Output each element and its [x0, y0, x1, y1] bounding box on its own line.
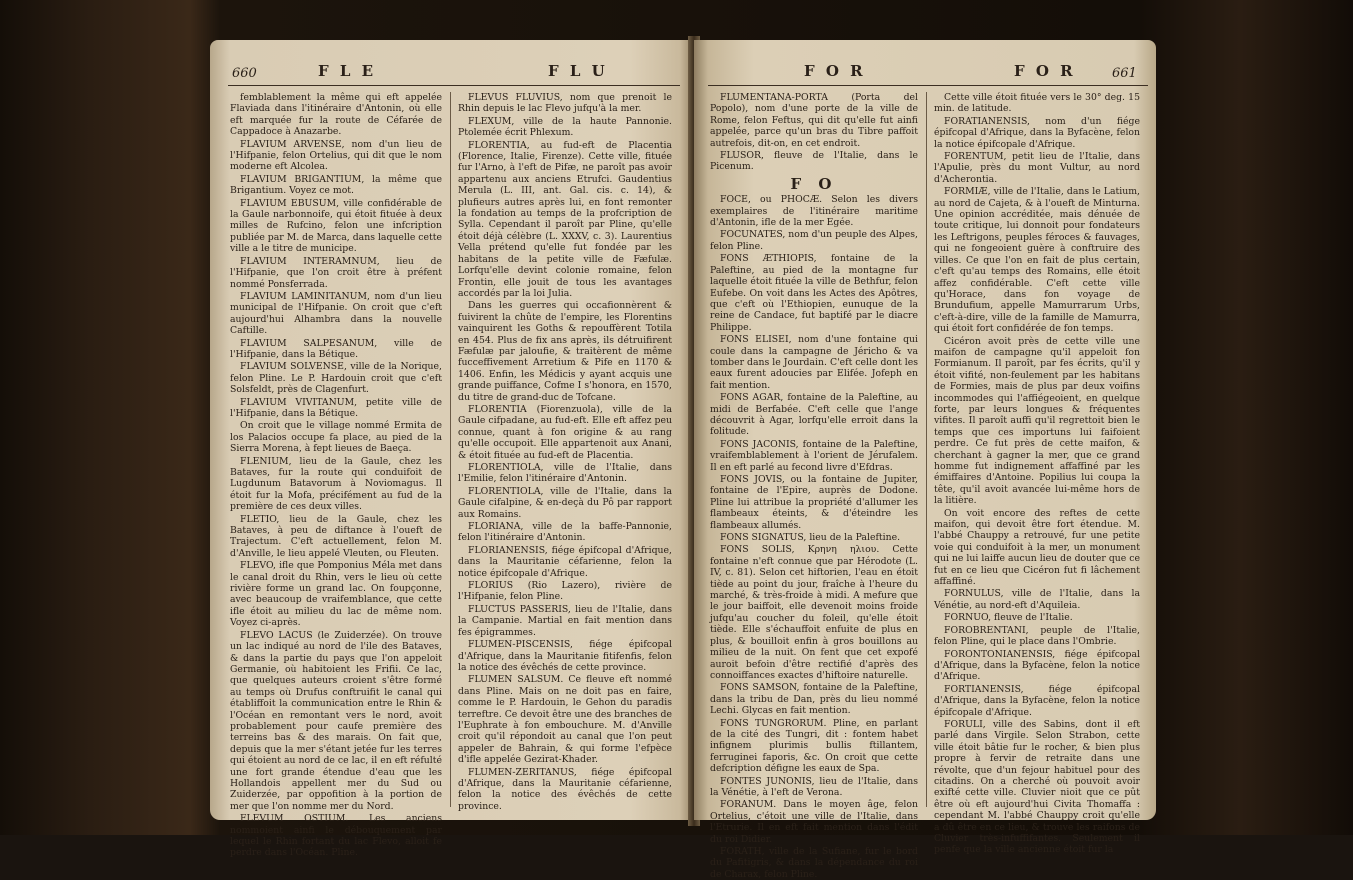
running-head: F O R [1014, 62, 1076, 80]
text-column-1 [230, 92, 442, 859]
left-page [210, 40, 692, 859]
entry-paragraph: FORULI, ville des Sabins, dont il eft parlé dans Virgile. Selon Strabon, cette ville étoit bâtie fur le rocher, & bien plus propre à fervir de retraite dans une révolte, que d'un fejour habituel pour des citadins. On a cherché où pouvoit avoir exifté cette ville. Cluvier nioit que ce pût être où eft aujourd'hui Civita Thomaffa : cependant M. l'abbé Chauppy croit qu'elle a dû être en ce lieu, & trouve les raifons de Cluvier très-infuffifantes. Seulement il penfe que la ville ancienne étoit fur la [934, 718, 1140, 856]
entry-paragraph: FONS ÆTHIOPIS, fontaine de la Paleftine, au pied de la montagne fur laquelle étoit fituée la ville de Bethfur, felon Eufebe. On voit dans les Actes des Apôtres, que c'eft où l'Ethiopien, eunuque de la reine de Candace, fut baptifé par le diacre Philippe. [710, 253, 918, 333]
entry-paragraph: FORANUM. Dans le moyen âge, felon Ortelius, c'étoit une ville de l'Italie, dans l'Etrurie. Il en eft fait mention dans l'édit du roi Didier. [710, 799, 918, 845]
entry-paragraph: FLEVO LACUS (le Zuiderzée). On trouve un lac indiqué au nord de l'ile des Bataves, & dans la partie du pays que l'on appeloit Germanie, où habitoient les Frifii. Ce lac, que quelques auteurs croient s'être formé au temps où Drufus conftruifit le canal qui établiffoit la communication entre le Rhin & l'Océan en remontant vers le nord, avoit probablement pour caufe première des terreins bas & des marais. On fait que, depuis que la mer s'étant jetée fur les terres qui étoient au nord de ce lac, il en eft réfulté une fort grande étendue d'eau que les Hollandois appellent mer du Sud ou Zuiderzée, par oppofition à la portion de mer que l'on nomme mer du Nord. [230, 629, 442, 812]
page-number-left: 660 [232, 66, 257, 81]
running-head: F L E [318, 62, 377, 80]
entry-paragraph: FLAVIUM BRIGANTIUM, la même que Brigantium. Voyez ce mot. [230, 173, 442, 197]
entry-paragraph: FOROBRENTANI, peuple de l'Italie, felon Pline, qui le place dans l'Ombrie. [934, 624, 1140, 648]
text-column-2 [458, 92, 672, 812]
entry-paragraph: FONS TUNGRORUM. Pline, en parlant de la cité des Tungri, dit : fontem habet infignem plurimis bullis ftillantem, ferruginei faporis, &c. On croit que cette defcription défigne les eaux de Spa. [710, 717, 918, 775]
entry-paragraph: FLORIANA, ville de la baffe-Pannonie, felon l'itinéraire d'Antonin. [458, 521, 672, 544]
right-page [694, 40, 1156, 880]
entry-paragraph: FLEXUM, ville de la haute Pannonie. Ptolemée écrit Phlexum. [458, 115, 672, 139]
entry-paragraph: FLAVIUM INTERAMNUM, lieu de l'Hifpanie, que l'on croit être à préfent nommé Ponsferrada. [230, 255, 442, 290]
entry-paragraph: FONS SAMSON, fontaine de la Paleftine, dans la tribu de Dan, près du lieu nommé Lechi. Glycas en fait mention. [710, 682, 918, 717]
entry-paragraph: FLORENTIA, au fud-eft de Placentia (Florence, Italie, Firenze). Cette ville, fituée fur l'Arno, à l'eft de Pifæ, ne paroît pas avoir appartenu aux anciens Etrufci. Gaudentius Merula (L. III, ant. Gal. cis. c. 14), & plufieurs autres après lui, en font remonter la fondation au temps de la profcription de Sylla. Cependant il paroît par Pline, qu'elle étoit déjà célèbre (L. XXXV, c. 3). Laurentius Vella prétend qu'elle fut fondée par les habitans de la petite ville de Fæfulæ. Lorfqu'elle devint colonie romaine, felon Frontin, elle jouit de tous les avantages accordés par la loi Julia. [458, 139, 672, 299]
entry-paragraph: FLORENTIOLA, ville de l'Italie, dans l'Emilie, felon l'itinéraire d'Antonin. [458, 462, 672, 485]
column-divider [450, 92, 451, 807]
entry-paragraph: FLAVIUM VIVITANUM, petite ville de l'Hifpanie, dans la Bétique. [230, 396, 442, 419]
entry-paragraph: Dans les guerres qui occafionnèrent & fuivirent la chûte de l'empire, les Florentins vainquirent les Goths & repouffèrent Totila en 454. Plus de fix ans après, ils détruifirent Fæfulæ par jaloufie, & traitèrent de même fucceffivement Arretium & Pife en 1170 & 1406. Enfin, les Médicis y ayant acquis une grande puiffance, Cofme I s'honora, en 1570, du titre de grand-duc de Tofcane. [458, 300, 672, 403]
entry-paragraph: FONS SOLIS, Kρηνη ηλιου. Cette fontaine n'eft connue que par Hérodote (L. IV, c. 81). Selon cet hiftorien, l'eau en étoit tiède au point du jour, fraîche à l'heure du marché, & très-froide à midi. A mefure que le jour baiffoit, elle devenoit moins froide jufqu'au coucher du foleil, qu'elle étoit tiède. Elle s'échauffoit enfuite de plus en plus, & bouilloit enfin à gros bouillons au milieu de la nuit. On fent que cet expofé auroit befoin d'être rectifié d'après des connoiffances exactes d'hiftoire naturelle. [710, 544, 918, 681]
page-number-right: 661 [1112, 66, 1137, 81]
entry-paragraph: FLORENTIOLA, ville de l'Italie, dans la Gaule cifalpine, & en-deçà du Pô par rapport aux Romains. [458, 485, 672, 520]
entry-paragraph: FLUMENTANA-PORTA (Porta del Popolo), nom d'une porte de la ville de Rome, felon Feftus, qui dit qu'elle fut ainfi appelée, parce qu'un bras du Tibre paffoit autrefois, dit-on, en cet endroit. [710, 92, 918, 149]
entry-paragraph: FORTIANENSIS, fiége épifcopal d'Afrique, dans la Byfacène, felon la notice épifcopale d'Afrique. [934, 683, 1140, 718]
entry-paragraph: FLAVIUM SOLVENSE, ville de la Norique, felon Pline. Le P. Hardouin croit que c'eft Solsfeldt, près de Clagenfurt. [230, 361, 442, 396]
column-divider [926, 92, 927, 807]
entry-paragraph: FONS JACONIS, fontaine de la Paleftine, vraifemblablement à l'orient de Jérufalem. Il en eft parlé au fecond livre d'Efdras. [710, 438, 918, 473]
entry-paragraph: FORATIANENSIS, nom d'un fiége épifcopal d'Afrique, dans la Byfacène, felon la notice épifcopale d'Afrique. [934, 115, 1140, 150]
entry-paragraph: femblablement la même qui eft appelée Flaviada dans l'itinéraire d'Antonin, où elle eft marquée fur la route de Céfarée de Cappadoce à Anazarbe. [230, 92, 442, 138]
column-1-bottom [710, 194, 918, 880]
text-column-2 [934, 92, 1140, 856]
entry-paragraph: FLEVO, ifle que Pomponius Méla met dans le canal droit du Rhin, vers le lieu où cette rivière forme un grand lac. On foupçonne, avec beaucoup de vraifemblance, que cette ifle étoit au milieu du lac de même nom. Voyez ci-après. [230, 560, 442, 629]
entry-paragraph: FLETIO, lieu de la Gaule, chez les Bataves, à peu de diftance à l'oueft de Trajectum. C'eft actuellement, felon M. d'Anville, le lieu appelé Vleuten, ou Fleuten. [230, 513, 442, 559]
entry-paragraph: FLUCTUS PASSERIS, lieu de l'Italie, dans la Campanie. Martial en fait mention dans fes épigrammes. [458, 603, 672, 638]
header-rule [228, 85, 680, 86]
entry-paragraph: FLUSOR, fleuve de l'Italie, dans le Picenum. [710, 150, 918, 173]
entry-paragraph: FLEVUM OSTIUM. Les anciens nommoient ainfi le débouquement par lequel le Rhin fortant du lac Flevo, alloit fe perdre dans l'Océan. Pline. [230, 813, 442, 859]
entry-paragraph: FLAVIUM LAMINITANUM, nom d'un lieu municipal de l'Hifpanie. On croit que c'eft aujourd'hui Alhambra dans la nouvelle Caftille. [230, 290, 442, 337]
entry-paragraph: FORNULUS, ville de l'Italie, dans la Vénétie, au nord-eft d'Aquileia. [934, 588, 1140, 611]
entry-paragraph: FONS SIGNATUS, lieu de la Paleftine. [720, 532, 901, 544]
entry-paragraph: FLENIUM, lieu de la Gaule, chez les Bataves, fur la route qui conduifoit de Lugdunum Batavorum à Noviomagus. Il étoit fur la Mofa, précifément au fud de la première de ces deux villes. [230, 455, 442, 513]
entry-paragraph: FLAVIUM SALPESANUM, ville de l'Hifpanie, dans la Bétique. [230, 337, 442, 360]
entry-paragraph: FLUMEN-ZERITANUS, fiége épifcopal d'Afrique, dans la Mauritanie céfarienne, felon la notice des évêchés de cette province. [458, 766, 672, 812]
entry-paragraph: FOCUNATES, nom d'un peuple des Alpes, felon Pline. [710, 229, 918, 252]
entry-paragraph: FLAVIUM EBUSUM, ville confidérable de la Gaule narbonnoife, qui étoit fituée à deux milles de Rufcino, felon une infcription publiée par M. de Marca, dans laquelle cette ville a le titre de municipe. [230, 197, 442, 255]
entry-paragraph: FORMIÆ, ville de l'Italie, dans le Latium, au nord de Cajeta, & à l'oueft de Minturna. Une opinion accréditée, mais dénuée de toute critique, lui donnoit pour fondateurs les Leftrigons, peuples féroces & fauvages, qui ne fongeoient guère à conftruire des villes. Ce que l'on en fait de plus certain, c'eft qu'au temps des Romains, elle étoit affez confidérable. C'eft cette ville qu'Horace, dans fon voyage de Brundufium, appelle Mamurrarum Urbs, c'eft-à-dire, ville de la famille de Mamurra, qui étoit fort confidérée de fon temps. [934, 186, 1140, 335]
entry-paragraph: On voit encore des reftes de cette maifon, qui devoit être fort étendue. M. l'abbé Chauppy a retrouvé, fur une petite voie qui conduifoit à la mer, un monument qui ne lui laiffe aucun lieu de douter que ce fut en ce lieu que Cicéron fut fi lâchement affaffiné. [934, 507, 1140, 588]
entry-paragraph: FORATH, ville de la Sufiane, fur le bord du Pafitigris, & dans la dépendance du roi de Charax, felon Pline. [710, 846, 918, 880]
text-column-1 [710, 92, 918, 880]
entry-paragraph: FLORENTIA (Fiorenzuola), ville de la Gaule cifpadane, au fud-eft. Elle eft affez peu connue, quant à fon origine & au rang qu'elle occupoit. Elle appartenoit aux Anani, & étoit fituée au fud-eft de Placentia. [458, 403, 672, 461]
entry-paragraph: FORENTUM, petit lieu de l'Italie, dans l'Apulie, près du mont Vultur, au nord d'Acherontia. [934, 151, 1140, 185]
entry-paragraph: FONTES JUNONIS, lieu de l'Italie, dans la Vénétie, à l'eft de Verona. [710, 775, 918, 798]
entry-paragraph: FLUMEN-PISCENSIS, fiége épifcopal d'Afrique, dans la Mauritanie fitifenfis, felon la notice des évêchés de cette province. [458, 639, 672, 673]
section-heading: F O [790, 174, 838, 193]
entry-paragraph: FORONTONIANENSIS, fiége épifcopal d'Afrique, dans la Byfacène, felon la notice d'Afrique. [934, 648, 1140, 683]
entry-paragraph: FLUMEN SALSUM. Ce fleuve eft nommé dans Pline. Mais on ne doit pas en faire, comme le P. Hardouin, le Gehon du paradis terreftre. Ce devoit être une des branches de l'Euphrate à fon embouchure. M. d'Anville croit qu'il répondoit au canal que l'on peut appeler de Bahrain, & qui forme l'efpèce d'ifle appelée Gezirat-Khader. [458, 674, 672, 766]
entry-paragraph: FOCE, ou PHOCÆ. Selon les divers exemplaires de l'itinéraire maritime d'Antonin, ifle de la mer Egée. [710, 194, 918, 229]
running-head: F L U [548, 62, 608, 80]
entry-paragraph: On croit que le village nommé Ermita de los Palacios occupe fa place, au pied de la Sierra Morena, à fept lieues de Baeça. [230, 420, 442, 455]
entry-paragraph: FLAVIUM ARVENSE, nom d'un lieu de l'Hifpanie, felon Ortelius, qui dit que le nom moderne eft Alcolea. [230, 138, 442, 173]
entry-paragraph: Cette ville étoit fituée vers le 30° deg. 15 min. de latitude. [934, 92, 1140, 115]
entry-paragraph: FLORIANENSIS, fiége épifcopal d'Afrique, dans la Mauritanie céfarienne, felon la notice épifcopale d'Afrique. [458, 544, 672, 579]
entry-paragraph: FONS JOVIS, ou la fontaine de Jupiter, fontaine de l'Epire, auprès de Dodone. Pline lui attribue la propriété d'allumer les flambeaux éteints, & d'éteindre les flambeaux allumés. [710, 474, 918, 531]
entry-paragraph: FONS ELISEI, nom d'une fontaine qui coule dans la campagne de Jéricho & va tomber dans le Jourdain. C'eft celle dont les eaux furent adoucies par Elifée. Jofeph en fait mention. [710, 334, 918, 391]
running-head: F O R [804, 62, 866, 80]
entry-paragraph: FONS AGAR, fontaine de la Paleftine, au midi de Berfabée. C'eft celle que l'ange découvrit à Agar, lorfqu'elle erroit dans la folitude. [710, 392, 918, 438]
column-1-top [710, 92, 918, 173]
entry-paragraph: FORNUO, fleuve de l'Italie. [944, 612, 1073, 624]
entry-paragraph: FLEVUS FLUVIUS, nom que prenoit le Rhin depuis le lac Flevo jufqu'à la mer. [458, 92, 672, 115]
entry-paragraph: Cicéron avoit près de cette ville une maifon de campagne qu'il appeloit fon Formianum. Il paroît, par fes écrits, qu'il y étoit vifité, non-feulement par les habitans de Formies, mais de plus par deux voifins incommodes qui l'affiégeoient, en quelque forte, par leurs longues & fréquentes vifites. Il paroît auffi qu'il regrettoit bien le temps que ces importuns lui faifoient perdre. Ce fut près de cette maifon, & cherchant à gagner la mer, que ce grand homme fut indignement affaffiné par les émiffaires d'Antoine. Popilius lui coupa la tête, qu'il avoit avancée lui-même hors de la litière. [934, 335, 1140, 507]
header-rule [708, 85, 1148, 86]
entry-paragraph: FLORIUS (Rio Lazero), rivière de l'Hifpanie, felon Pline. [458, 580, 672, 603]
